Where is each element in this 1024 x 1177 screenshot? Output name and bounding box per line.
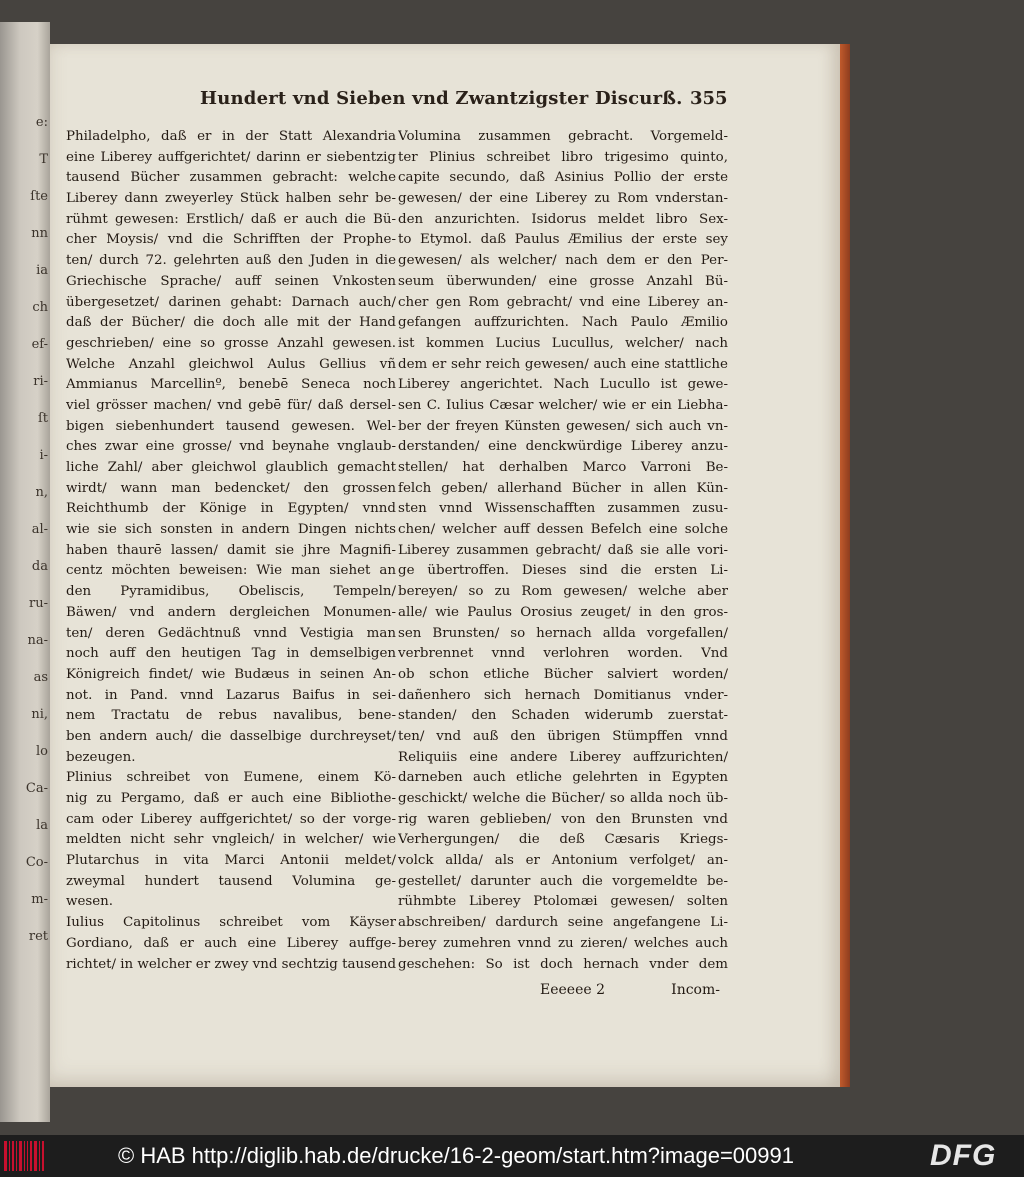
text-line: darneben auch etliche gelehrten in Egypten <box>398 770 728 786</box>
signature-mark: Eeeeee 2 <box>540 982 606 998</box>
catchword: Incom- <box>671 982 720 998</box>
prev-page-fragment: i- <box>39 448 48 463</box>
text-line: Iulius Capitolinus schreibet vom Käyser <box>66 915 396 931</box>
text-line: sen C. Iulius Cæsar welcher/ wie er ein Liebha- <box>398 397 728 413</box>
text-line: ge übertroffen. Dieses sind die ersten Li- <box>398 563 728 579</box>
text-line: bigen siebenhundert tausend gewesen. Wel- <box>66 418 396 434</box>
text-line: sen Brunsten/ so hernach allda vorgefallen/ <box>398 625 728 641</box>
text-line: felch geben/ allerhand Bücher in allen Kün- <box>398 480 728 496</box>
prev-page-fragment: ef- <box>31 337 48 352</box>
text-line: verbrennet vnnd verlohren worden. Vnd <box>398 646 728 662</box>
text-line: not. in Pand. vnnd Lazarus Baifus in sei- <box>66 687 396 703</box>
text-line: haben thaurē lassen/ damit sie jhre Magnifi- <box>66 542 396 558</box>
page-footer <box>540 982 720 998</box>
text-line: Philadelpho, daß er in der Statt Alexandria <box>66 129 396 144</box>
prev-page-fragment: ia <box>36 263 48 278</box>
text-line: Volumina zusammen gebracht. Vorgemeld- <box>398 129 728 144</box>
text-line: ob schon etliche Bücher salviert worden/ <box>398 666 728 682</box>
text-line: tausend Bücher zusammen gebracht: welche <box>66 170 396 186</box>
text-line: ten/ deren Gedächtnuß vnnd Vestigia man <box>66 625 396 641</box>
text-line: geschehen: So ist doch hernach vnder dem <box>398 956 728 972</box>
text-line: derstanden/ eine denckwürdige Liberey anzu- <box>398 439 728 455</box>
previous-page-edge <box>0 22 50 1122</box>
text-line: ten/ vnd auß den übrigen Stümpffen vnnd <box>398 728 728 744</box>
text-line: Reliquiis eine andere Liberey auffzurichten/ <box>398 749 728 765</box>
prev-page-fragment: ret <box>28 929 48 944</box>
text-line: dem er sehr reich gewesen/ auch eine stattliche <box>398 356 728 372</box>
text-line: den anzurichten. Isidorus meldet libro Sex- <box>398 211 728 227</box>
text-line: cher gen Rom gebracht/ vnd eine Liberey an- <box>398 294 728 310</box>
prev-page-fragment: m- <box>31 892 48 907</box>
text-line: standen/ den Schaden widerumb zuerstat- <box>398 708 728 724</box>
text-line: Liberey zusammen gebracht/ daß sie alle vori- <box>398 542 728 558</box>
text-line: rig waren geblieben/ von den Brunsten vnd <box>398 811 728 827</box>
text-line: wesen. <box>66 894 114 910</box>
text-line: Königreich findet/ wie Budæus in seinen An- <box>66 666 396 682</box>
text-line: sten vnnd Wissenschafften zusammen zusu- <box>398 501 728 517</box>
text-line: Ammianus Marcellinº, benebē Seneca noch <box>66 377 396 393</box>
text-line: Reichthumb der Könige in Egypten/ vnnd <box>66 501 396 517</box>
text-line: Verhergungen/ die deß Cæsaris Kriegs- <box>398 832 728 848</box>
text-line: gewesen/ der eine Liberey zu Rom vnderstan- <box>398 191 728 207</box>
prev-page-fragment: Ca- <box>25 781 48 796</box>
prev-page-fragment: T <box>39 152 48 167</box>
text-line: centz möchten beweisen: Wie man siehet an <box>66 563 396 579</box>
text-line: liche Zahl/ aber gleichwol glaublich gemacht <box>66 460 396 475</box>
text-line: to Etymol. daß Paulus Æmilius der erste sey <box>398 232 728 248</box>
prev-page-fragment: ru- <box>29 596 48 611</box>
text-line: nem Tractatu de rebus navalibus, bene- <box>66 708 396 724</box>
text-line: Griechische Sprache/ auff seinen Vnkosten <box>66 273 396 289</box>
text-line: abschreiben/ dardurch seine angefangene Li- <box>398 915 728 931</box>
text-line: rühmt gewesen: Erstlich/ daß er auch die Bü- <box>66 211 396 227</box>
prev-page-fragment: lo <box>36 744 48 759</box>
prev-page-fragment: as <box>33 670 48 685</box>
text-line: Welche Anzahl gleichwol Aulus Gellius vñ <box>66 356 396 372</box>
prev-page-fragment: ſte <box>30 189 48 204</box>
prev-page-fragment: da <box>31 559 48 574</box>
copyright-link[interactable]: © HAB http://diglib.hab.de/drucke/16-2-geom/start.htm?image=00991 <box>118 1143 794 1168</box>
text-line: Liberey angerichtet. Nach Lucullo ist gewe- <box>398 377 728 393</box>
dfg-logo: DFG <box>930 1139 997 1172</box>
text-line: stellen/ hat derhalben Marco Varroni Be- <box>398 460 728 475</box>
text-line: ist kommen Lucius Lucullus, welcher/ nach <box>398 335 728 351</box>
text-line: bereyen/ so zu Rom gewesen/ welche aber <box>398 584 728 600</box>
text-line: daß der Bücher/ die doch alle mit der Hand <box>66 315 396 331</box>
text-line: ben andern auch/ die dasselbige durchreyset/ <box>66 728 396 744</box>
text-line: chen/ welcher auff dessen Befelch eine solche <box>398 522 728 538</box>
text-line: dañenhero sich hernach Domitianus vnder- <box>398 687 728 703</box>
text-line: übergesetzet/ darinen gehabt: Darnach auch/ <box>66 294 396 310</box>
text-line: ches zwar eine grosse/ vnd beynahe vnglaub- <box>66 439 396 455</box>
prev-page-fragment: Co- <box>25 855 48 870</box>
text-line: ber der freyen Künsten gewesen/ sich auch vn- <box>398 418 728 434</box>
text-line: volck allda/ als er Antonium verfolget/ an- <box>398 853 728 869</box>
text-line: seum überwunden/ eine grosse Anzahl Bü- <box>398 273 728 289</box>
text-line: berey zumehren vnnd zu zieren/ welches auch <box>398 935 728 951</box>
text-line: bezeugen. <box>66 749 136 765</box>
text-line: geschrieben/ eine so grosse Anzahl gewesen. <box>66 335 396 351</box>
text-line: alle/ wie Paulus Orosius zeuget/ in den gros- <box>398 604 728 620</box>
prev-page-fragment: e: <box>35 115 48 130</box>
prev-page-fragment: na- <box>27 633 48 648</box>
text-line: den Pyramidibus, Obeliscis, Tempeln/ <box>66 584 396 600</box>
left-column <box>66 127 396 975</box>
text-line: viel grösser machen/ vnd gebē für/ daß dersel- <box>66 397 396 413</box>
text-line: gewesen/ als welcher/ nach dem er den Per- <box>398 253 728 269</box>
text-line: cam oder Liberey auffgerichtet/ so der vorge- <box>66 811 396 827</box>
text-line: geschickt/ welche die Bücher/ so allda noch üb- <box>398 791 728 806</box>
prev-page-fragment: al- <box>31 522 48 537</box>
running-head: Hundert vnd Sieben vnd Zwantzigster Discurß. <box>200 88 683 109</box>
text-line: wie sie sich sonsten in andern Dingen nichts <box>66 522 396 538</box>
page-number: 355 <box>690 88 728 109</box>
text-line: noch auff den heutigen Tag in demselbigen <box>66 646 396 662</box>
text-line: cher Moysis/ vnd die Schrifften der Prophe- <box>66 232 396 248</box>
text-line: Plinius schreibet von Eumene, einem Kö- <box>66 770 396 786</box>
text-line: Gordiano, daß er auch eine Liberey auffge- <box>66 935 396 951</box>
text-line: nig zu Pergamo, daß er auch eine Bibliothe- <box>66 791 396 806</box>
prev-page-fragment: nn <box>31 226 48 241</box>
text-line: Plutarchus in vita Marci Antonii meldet/ <box>66 853 396 869</box>
text-line: zweymal hundert tausend Volumina ge- <box>66 873 396 889</box>
text-line: ten/ durch 72. gelehrten auß den Juden in die <box>66 253 396 269</box>
right-column <box>398 127 728 975</box>
prev-page-fragment: n, <box>35 485 48 500</box>
barcode-icon <box>4 1141 44 1171</box>
text-line: wirdt/ wann man bedencket/ den grossen <box>66 480 396 496</box>
prev-page-fragment: ri- <box>33 374 48 389</box>
text-line: capite secundo, daß Asinius Pollio der erste <box>398 170 728 186</box>
footer-bar <box>0 1135 1024 1177</box>
text-line: meldten nicht sehr vngleich/ in welcher/ wie <box>66 832 396 848</box>
text-line: eine Liberey auffgerichtet/ darinn er siebentzig <box>66 149 396 165</box>
text-line: Bäwen/ vnd andern dergleichen Monumen- <box>66 604 396 620</box>
text-line: ter Plinius schreibet libro trigesimo quinto, <box>398 149 728 165</box>
text-line: Liberey dann zweyerley Stück halben sehr be- <box>66 191 396 207</box>
prev-page-fragment: la <box>36 818 48 833</box>
page-edge-red <box>840 44 850 1087</box>
text-line: richtet/ in welcher er zwey vnd sechtzig tausend <box>66 956 396 972</box>
prev-page-fragment: ch <box>32 300 48 315</box>
prev-page-fragment: ni, <box>31 707 48 722</box>
text-line: gefangen auffzurichten. Nach Paulo Æmilio <box>398 315 728 331</box>
prev-page-fragment: ſt <box>37 411 48 426</box>
text-line: rühmbte Liberey Ptolomæi gewesen/ solten <box>398 894 728 910</box>
text-line: gestellet/ darunter auch die vorgemeldte be- <box>398 873 728 889</box>
